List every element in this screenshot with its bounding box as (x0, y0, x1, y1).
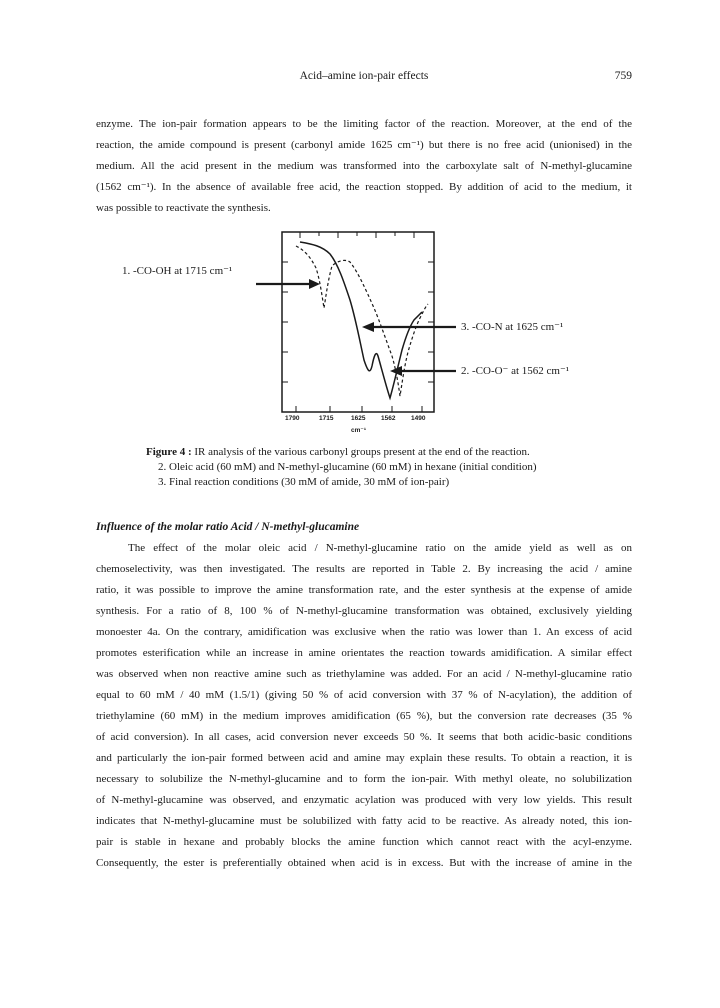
paragraph-line: chemoselectivity, was then investigated. The results are reported in Table 2. By increasing the acid / amine (96, 563, 632, 575)
paragraph-line: The effect of the molar oleic acid / N-methyl-glucamine ratio on the amide yield as well as on (128, 542, 632, 554)
arrow-3-head (362, 322, 374, 332)
paragraph-line: synthesis. For a ratio of 8, 100 % of N-methyl-glucamine transformation was obtained, exclusively yielding (96, 605, 632, 617)
section-heading: Influence of the molar ratio Acid / N-methyl-glucamine (96, 521, 360, 533)
paragraph-line: monoester 4a. On the contrary, amidification was exclusive when the ratio was lower than 1. An excess of acid (96, 626, 632, 638)
paragraph-line: pair is stable in hexane and probably blocks the amine function which cannot react with the acyl-enzyme. (96, 836, 632, 848)
running-header (96, 70, 632, 86)
paragraph-line: medium. All the acid present in the medium was transformed into the carboxylate salt of N-methyl-glucamine (96, 160, 632, 172)
x-tick-label: 1490 (411, 415, 426, 422)
paragraph-line: triethylamine (60 mM) in the medium improves amidification (65 %), but the conversion rate decreases (35 % (96, 710, 632, 722)
x-axis-unit: cm⁻¹ (351, 427, 366, 434)
paragraph-line: enzyme. The ion-pair formation appears to be the limiting factor of the reaction. Moreover, at the end of the (96, 118, 632, 130)
figure-caption (146, 445, 626, 490)
figure-caption-text: IR analysis of the various carbonyl groups present at the end of the reaction. (194, 446, 530, 458)
arrow-1-head (309, 279, 320, 289)
paragraph-1 (96, 114, 632, 219)
paragraph-line: (1562 cm⁻¹). In the absence of available free acid, the reaction stopped. By addition of acid to the medium, it (96, 181, 632, 193)
paragraph-line: reaction, the amide compound is present (carbonyl amide 1625 cm⁻¹) but there is no free acid (unionised) in the (96, 139, 632, 151)
running-title: Acid–amine ion-pair effects (299, 70, 429, 82)
annotation-peak-3: 3. -CO-N at 1625 cm⁻¹ (461, 321, 564, 333)
x-tick-label: 1715 (319, 415, 334, 422)
top-ticks (300, 232, 414, 238)
annotation-peak-1: 1. -CO-OH at 1715 cm⁻¹ (122, 265, 233, 277)
bottom-ticks (296, 406, 422, 412)
x-tick-label: 1790 (285, 415, 300, 422)
figure-label: Figure 4 : (146, 446, 192, 458)
paragraph-line: Consequently, the ester is preferentially obtained when acid is in excess. But with the increase of amine in the (96, 857, 632, 869)
spectrum-initial-dashed (296, 246, 428, 396)
paragraph-line: was observed when non reactive amine such as triethylamine was added. For an acid / N-methyl-glucamine ratio (96, 668, 632, 680)
plot-frame (282, 232, 434, 412)
paragraph-line: of N-methyl-glucamine was observed, and enzymatic acylation was produced with very low yields. This result (96, 794, 632, 806)
paragraph-line: and particularly the ion-pair formed between acid and amine may explain these results. To obtain a reaction, it is (96, 752, 632, 764)
paragraph-line: necessary to solubilize the N-methyl-glucamine and to form the ion-pair. With methyl oleate, no solubilization (96, 773, 632, 785)
figure-caption-item-2: 2. Oleic acid (60 mM) and N-methyl-glucamine (60 mM) in hexane (initial condition) (158, 461, 537, 473)
arrow-2-head (390, 366, 402, 376)
spectrum-final-solid (300, 242, 422, 398)
x-tick-label: 1562 (381, 415, 396, 422)
paragraph-line: was possible to reactivate the synthesis. (96, 202, 271, 214)
paragraph-line: equal to 60 mM / 40 mM (1.5/1) (giving 50 % of acid conversion with 37 % of N-acylation), the addition of (96, 689, 632, 701)
side-ticks (282, 262, 434, 382)
paragraph-line: indicates that N-methyl-glucamine must be solubilized with fatty acid to be reactive. As already noted, this ion- (96, 815, 632, 827)
paragraph-line: of acid conversion). In all cases, acid conversion never exceeds 50 %. It seems that both acidic-basic conditions (96, 731, 632, 743)
annotation-peak-2: 2. -CO-O⁻ at 1562 cm⁻¹ (461, 365, 570, 377)
paragraph-2 (96, 538, 632, 874)
x-tick-label: 1625 (351, 415, 366, 422)
page-number: 759 (614, 70, 632, 82)
paragraph-line: ratio, it was possible to improve the amine transformation rate, and the ester synthesis at the expense of amide (96, 584, 632, 596)
paragraph-line: promotes esterification while an increase in amine orientates the reaction towards amidification. A similar effect (96, 647, 632, 659)
figure-caption-item-3: 3. Final reaction conditions (30 mM of amide, 30 mM of ion-pair) (158, 476, 450, 488)
